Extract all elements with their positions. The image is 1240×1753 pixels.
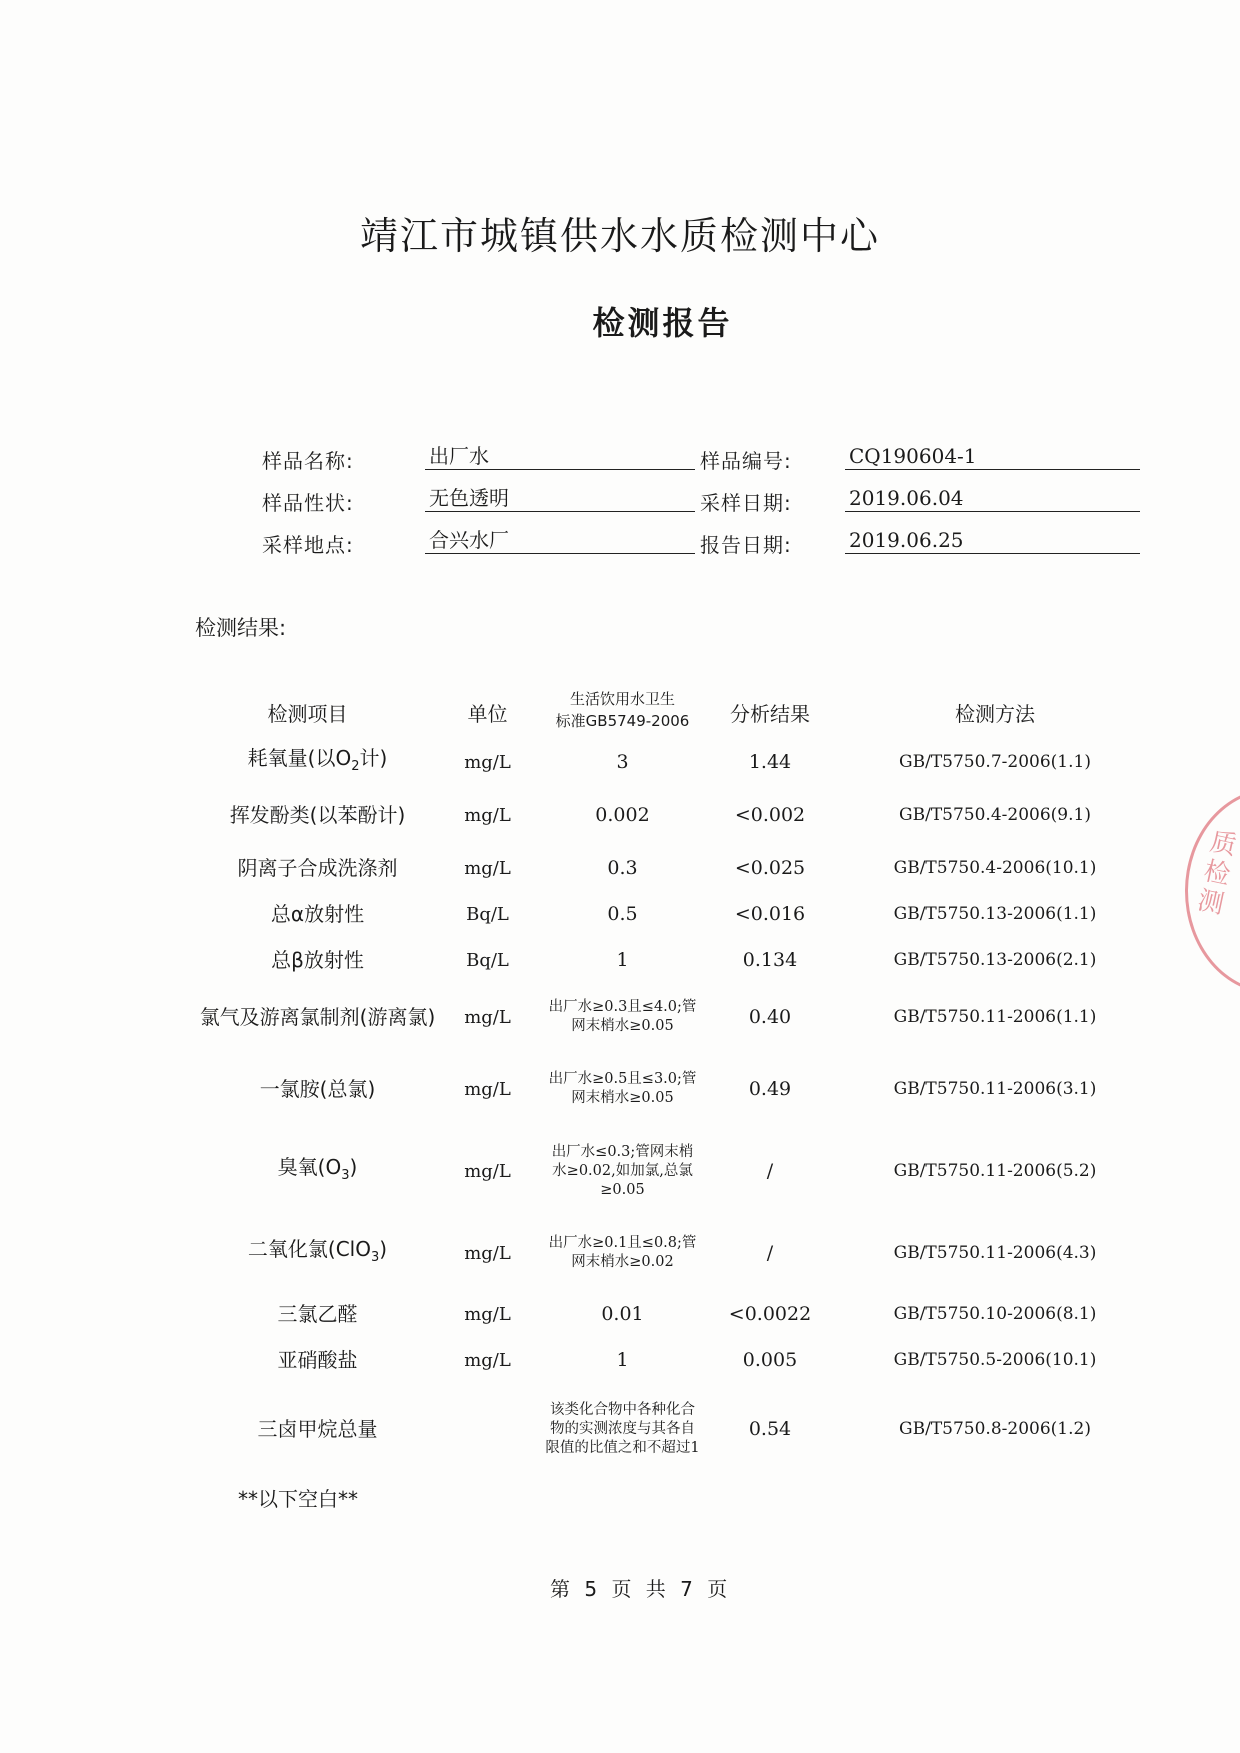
- row-item-name: 三卤甲烷总量: [257, 1417, 378, 1441]
- row-item: [190, 846, 445, 890]
- row-result: 1.44: [748, 751, 792, 773]
- sample-state-value: 无色透明: [425, 484, 695, 512]
- report-date-label: 报告日期:: [700, 533, 792, 557]
- row-method: GB/T5750.11-2006(1.1): [893, 1007, 1097, 1027]
- row-item-subscript: 3: [341, 1167, 350, 1183]
- row-method: GB/T5750.13-2006(1.1): [893, 904, 1097, 924]
- org-title: 靖江市城镇供水水质检测中心: [359, 214, 880, 258]
- row-method: GB/T5750.4-2006(10.1): [893, 858, 1097, 878]
- sampling-location-value: 合兴水厂: [425, 526, 695, 554]
- row-item: [190, 1054, 445, 1124]
- row-item-name: 亚硝酸盐: [277, 1348, 358, 1372]
- col-head-unit: 单位: [467, 702, 508, 726]
- sample-code-value: CQ190604-1: [845, 442, 1140, 470]
- sample-name-label: 样品名称:: [262, 449, 354, 473]
- row-standard: 出厂水≥0.5且≤3.0;管网末梢水≥0.05: [548, 1071, 697, 1106]
- row-standard: 1: [616, 948, 629, 971]
- row-standard: 出厂水≥0.1且≤0.8;管网末梢水≥0.02: [548, 1235, 697, 1270]
- row-item: [190, 892, 445, 936]
- page-number: 第 5 页 共 7 页: [550, 1577, 728, 1601]
- row-item-name: 阴离子合成洗涤剂: [237, 856, 398, 880]
- row-method: GB/T5750.11-2006(5.2): [893, 1161, 1097, 1181]
- report-date-value: 2019.06.25: [845, 526, 1140, 554]
- row-standard: 1: [616, 1348, 629, 1371]
- row-item: [190, 1126, 445, 1216]
- row-standard: 0.002: [595, 803, 650, 826]
- row-result: <0.025: [734, 857, 806, 879]
- row-result: /: [766, 1242, 774, 1264]
- sampling-date-label: 采样日期:: [700, 491, 792, 515]
- row-item-name: 一氯胺(总氯): [259, 1077, 376, 1101]
- row-item-name: 挥发酚类(以苯酚计): [229, 803, 406, 827]
- row-result: 0.54: [748, 1418, 792, 1440]
- row-standard: 出厂水≥0.3且≤4.0;管网末梢水≥0.05: [548, 999, 697, 1034]
- row-unit: mg/L: [464, 751, 511, 773]
- row-item: [190, 740, 445, 784]
- sampling-location-label: 采样地点:: [262, 533, 354, 557]
- row-item-name: 臭氧(O: [277, 1154, 342, 1179]
- row-unit: mg/L: [464, 857, 511, 879]
- row-standard: 3: [616, 750, 629, 773]
- row-item-suffix: ): [379, 1236, 388, 1261]
- row-item-text: [200, 1004, 436, 1030]
- row-method: GB/T5750.4-2006(9.1): [899, 805, 1091, 825]
- row-unit: mg/L: [464, 1303, 511, 1325]
- row-method: GB/T5750.11-2006(4.3): [893, 1243, 1097, 1263]
- row-item-text: [230, 802, 406, 828]
- row-item-text: [278, 1301, 358, 1327]
- row-item: [190, 1218, 445, 1288]
- row-result: /: [766, 1160, 774, 1182]
- row-item-text: [271, 901, 364, 927]
- sample-state-label: 样品性状:: [262, 491, 354, 515]
- row-result: 0.49: [748, 1078, 792, 1100]
- row-unit: mg/L: [464, 1078, 511, 1100]
- row-method: GB/T5750.10-2006(8.1): [893, 1304, 1097, 1324]
- row-item: [190, 1338, 445, 1382]
- row-result: <0.016: [734, 903, 806, 925]
- row-item: [190, 938, 445, 982]
- row-item-text: [271, 947, 364, 973]
- row-unit: mg/L: [464, 1006, 511, 1028]
- row-item-text: [248, 1236, 387, 1271]
- red-seal-stamp: [1185, 788, 1240, 994]
- col-head-standard-line2: 标准GB5749-2006: [555, 712, 690, 730]
- row-item-name: 二氧化氯(ClO: [247, 1236, 371, 1261]
- row-item-text: [260, 1076, 376, 1102]
- row-item-subscript: 2: [351, 758, 360, 774]
- row-item: [190, 982, 445, 1052]
- row-item: [190, 1384, 445, 1474]
- row-item-text: [248, 745, 388, 780]
- col-head-result: 分析结果: [730, 702, 810, 726]
- row-unit: mg/L: [464, 1160, 511, 1182]
- row-method: GB/T5750.8-2006(1.2): [899, 1419, 1091, 1439]
- row-standard: 0.3: [607, 856, 638, 879]
- row-unit: [430, 1384, 545, 1474]
- sample-name-value: 出厂水: [425, 442, 695, 470]
- row-item-name: 三氯乙醛: [277, 1302, 358, 1326]
- col-head-item: 检测项目: [267, 702, 348, 726]
- row-item-name: 总β放射性: [271, 948, 364, 972]
- sample-code-label: 样品编号:: [700, 449, 792, 473]
- row-method: GB/T5750.11-2006(3.1): [893, 1079, 1097, 1099]
- row-method: GB/T5750.13-2006(2.1): [893, 950, 1097, 970]
- row-unit: mg/L: [464, 1349, 511, 1371]
- results-heading: 检测结果:: [195, 616, 287, 640]
- row-standard: 0.5: [607, 902, 638, 925]
- row-result: <0.002: [734, 804, 806, 826]
- end-mark: **以下空白**: [238, 1487, 358, 1511]
- col-head-standard: [545, 688, 700, 732]
- row-item-suffix: ): [349, 1154, 358, 1179]
- row-standard: 该类化合物中各种化合物的实测浓度与其各自限值的比值之和不超过1: [545, 1401, 700, 1456]
- row-result: <0.0022: [728, 1303, 812, 1325]
- stamp-text: 质检测: [1194, 826, 1240, 921]
- row-unit: mg/L: [464, 804, 511, 826]
- row-method: GB/T5750.7-2006(1.1): [899, 752, 1091, 772]
- row-item: [190, 1292, 445, 1336]
- sampling-date-value: 2019.06.04: [845, 484, 1140, 512]
- row-result: 0.40: [748, 1006, 792, 1028]
- row-item: [190, 786, 445, 844]
- row-item-text: [258, 1416, 378, 1442]
- row-method: GB/T5750.5-2006(10.1): [893, 1350, 1097, 1370]
- row-standard: 出厂水≤0.3;管网末梢水≥0.02,如加氯,总氯≥0.05: [551, 1143, 694, 1198]
- row-standard: 0.01: [601, 1302, 644, 1325]
- col-head-method: 检测方法: [955, 702, 1035, 726]
- col-head-standard-line1: 生活饮用水卫生: [569, 690, 675, 708]
- row-item-suffix: 计): [359, 745, 388, 770]
- row-item-name: 耗氧量(以O: [247, 745, 352, 770]
- row-unit: Bq/L: [466, 903, 509, 925]
- row-item-text: [238, 855, 398, 881]
- row-item-text: [278, 1154, 358, 1189]
- row-item-subscript: 3: [370, 1249, 380, 1265]
- report-title: 检测报告: [592, 304, 733, 342]
- row-result: 0.005: [742, 1349, 798, 1371]
- row-item-name: 氯气及游离氯制剂(游离氯): [199, 1005, 436, 1029]
- row-item-text: [278, 1347, 358, 1373]
- row-unit: Bq/L: [466, 949, 509, 971]
- row-item-name: 总α放射性: [270, 902, 365, 926]
- row-unit: mg/L: [464, 1242, 511, 1264]
- row-result: 0.134: [742, 949, 798, 971]
